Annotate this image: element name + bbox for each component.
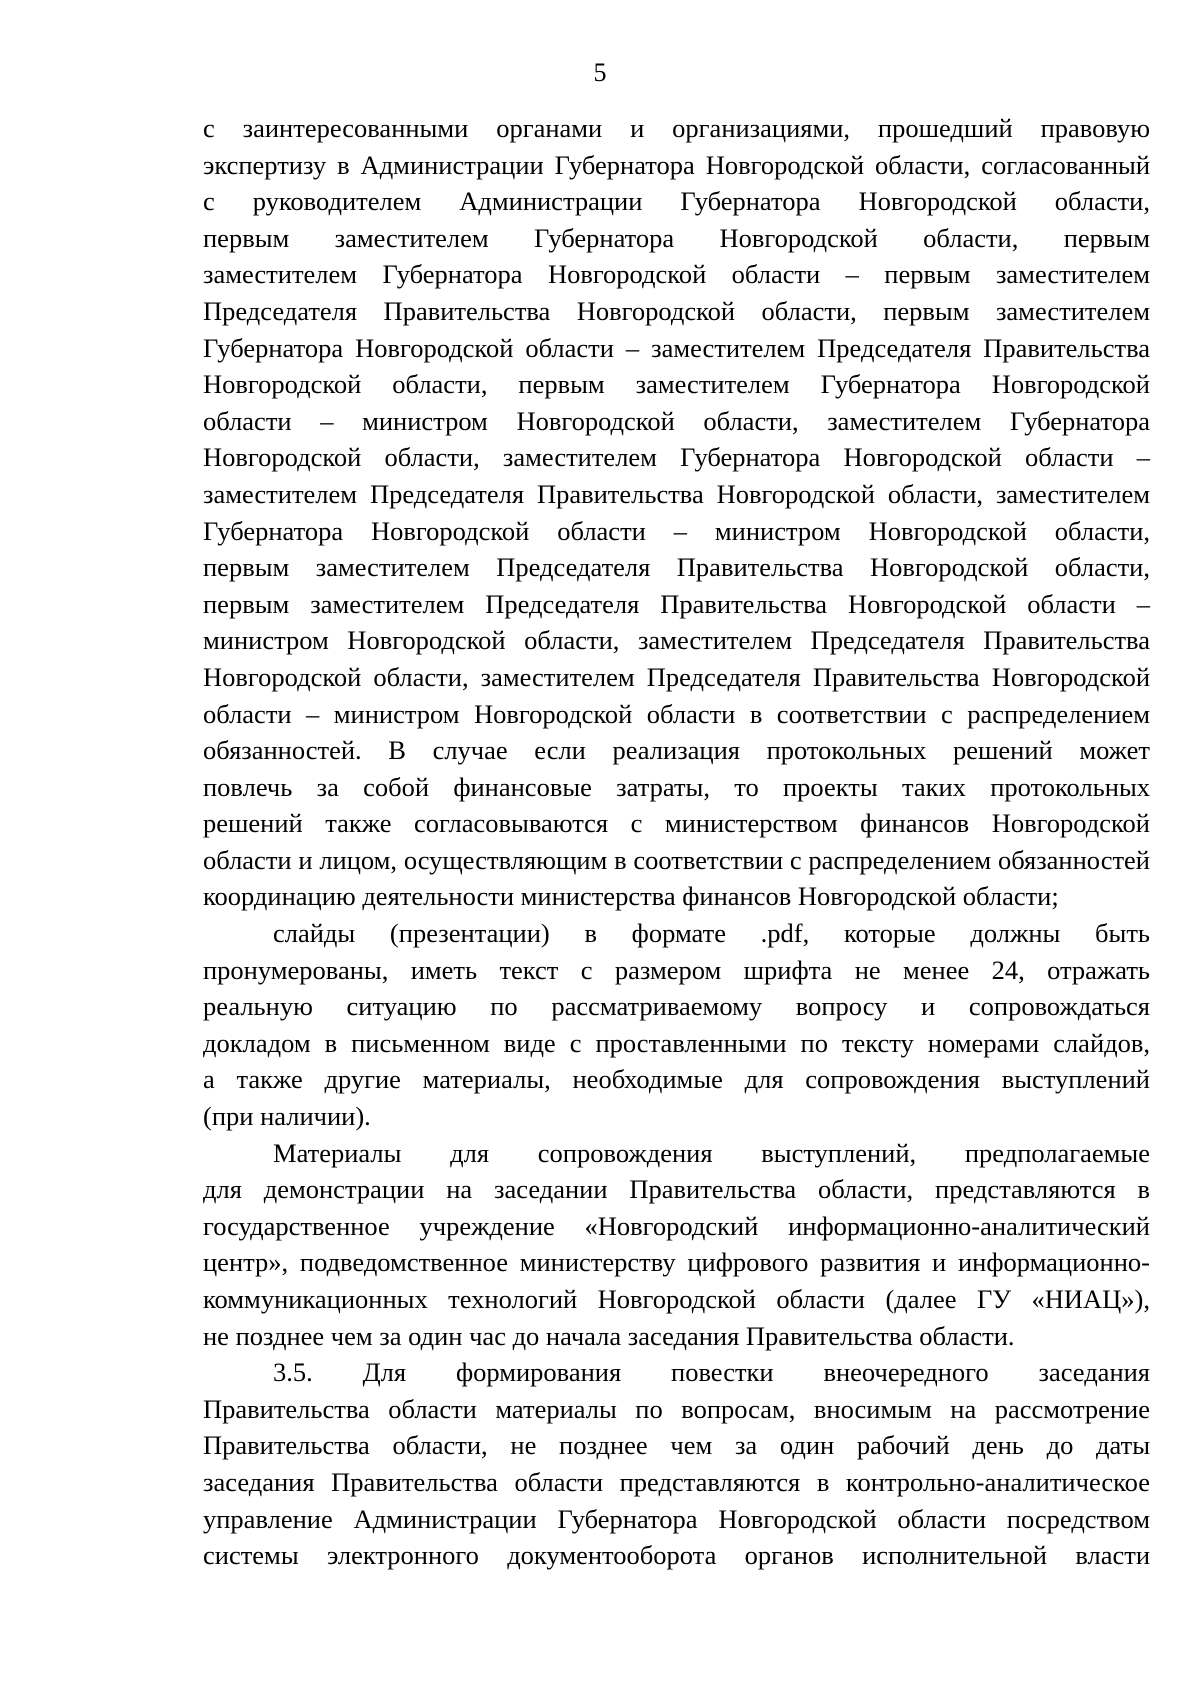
text-line: Материалы для сопровождения выступлений, предполагаемые	[273, 1137, 1150, 1168]
text-line: экспертизу в Администрации Губернатора Новгородской области, согласованный	[203, 149, 1150, 180]
text-line: с руководителем Администрации Губернатора Новгородской области,	[203, 186, 1150, 217]
text-line: области – министром Новгородской области, заместителем Губернатора	[203, 405, 1150, 436]
text-line: первым заместителем Председателя Правительства Новгородской области –	[203, 588, 1150, 619]
text-line: повлечь за собой финансовые затраты, то проекты таких протокольных	[203, 771, 1150, 802]
text-line: а также другие материалы, необходимые для сопровождения выступлений	[203, 1064, 1150, 1095]
page-number: 5	[593, 58, 607, 87]
text-line: координацию деятельности министерства финансов Новгородской области;	[203, 881, 1059, 912]
text-line: первым заместителем Губернатора Новгородской области, первым	[203, 222, 1150, 253]
text-line: Губернатора Новгородской области – заместителем Председателя Правительства	[203, 332, 1150, 363]
text-line: 3.5. Для формирования повестки внеочередного заседания	[273, 1357, 1150, 1388]
text-line: докладом в письменном виде с проставленными по тексту номерами слайдов,	[203, 1027, 1150, 1058]
text-line: слайды (презентации) в формате .pdf, которые должны быть	[273, 918, 1150, 949]
text-line: области и лицом, осуществляющим в соответствии с распределением обязанностей	[203, 844, 1150, 875]
text-line: первым заместителем Председателя Правительства Новгородской области,	[203, 552, 1150, 583]
text-line: управление Администрации Губернатора Новгородской области посредством	[203, 1503, 1150, 1534]
text-line: Новгородской области, первым заместителем Губернатора Новгородской	[203, 369, 1150, 400]
text-line: с заинтересованными органами и организациями, прошедший правовую	[203, 113, 1150, 143]
text-line: пронумерованы, иметь текст с размером шрифта не менее 24, отражать	[203, 954, 1150, 985]
text-line: заместителем Председателя Правительства Новгородской области, заместителем	[203, 478, 1150, 509]
text-line: реальную ситуацию по рассматриваемому вопросу и сопровождаться	[203, 991, 1150, 1022]
text-line: коммуникационных технологий Новгородской области (далее ГУ «НИАЦ»),	[203, 1284, 1150, 1314]
text-line: заседания Правительства области представляются в контрольно-аналитическое	[203, 1466, 1150, 1497]
text-line: центр», подведомственное министерству цифрового развития и информационно-	[203, 1247, 1150, 1278]
text-line: Новгородской области, заместителем Губернатора Новгородской области –	[203, 442, 1150, 473]
text-line: области – министром Новгородской области в соответствии с распределением	[203, 698, 1150, 729]
text-line: (при наличии).	[203, 1101, 371, 1132]
text-line: Губернатора Новгородской области – министром Новгородской области,	[203, 515, 1150, 546]
text-line: Председателя Правительства Новгородской области, первым заместителем	[203, 295, 1150, 326]
text-line: министром Новгородской области, заместителем Председателя Правительства	[203, 625, 1150, 656]
text-line: Правительства области материалы по вопросам, вносимым на рассмотрение	[203, 1393, 1150, 1424]
text-line: системы электронного документооборота органов исполнительной власти	[203, 1540, 1150, 1571]
text-line: Новгородской области, заместителем Председателя Правительства Новгородской	[203, 661, 1150, 692]
document-body	[203, 110, 1150, 1574]
text-line: решений также согласовываются с министерством финансов Новгородской	[203, 808, 1150, 839]
text-line: обязанностей. В случае если реализация протокольных решений может	[203, 735, 1150, 766]
text-line: государственное учреждение «Новгородский информационно-аналитический	[203, 1210, 1150, 1241]
text-line: заместителем Губернатора Новгородской области – первым заместителем	[203, 259, 1150, 290]
text-line: не позднее чем за один час до начала заседания Правительства области.	[203, 1320, 1015, 1351]
text-line: Правительства области, не позднее чем за один рабочий день до даты	[203, 1430, 1150, 1461]
text-line: для демонстрации на заседании Правительства области, представляются в	[203, 1174, 1150, 1205]
